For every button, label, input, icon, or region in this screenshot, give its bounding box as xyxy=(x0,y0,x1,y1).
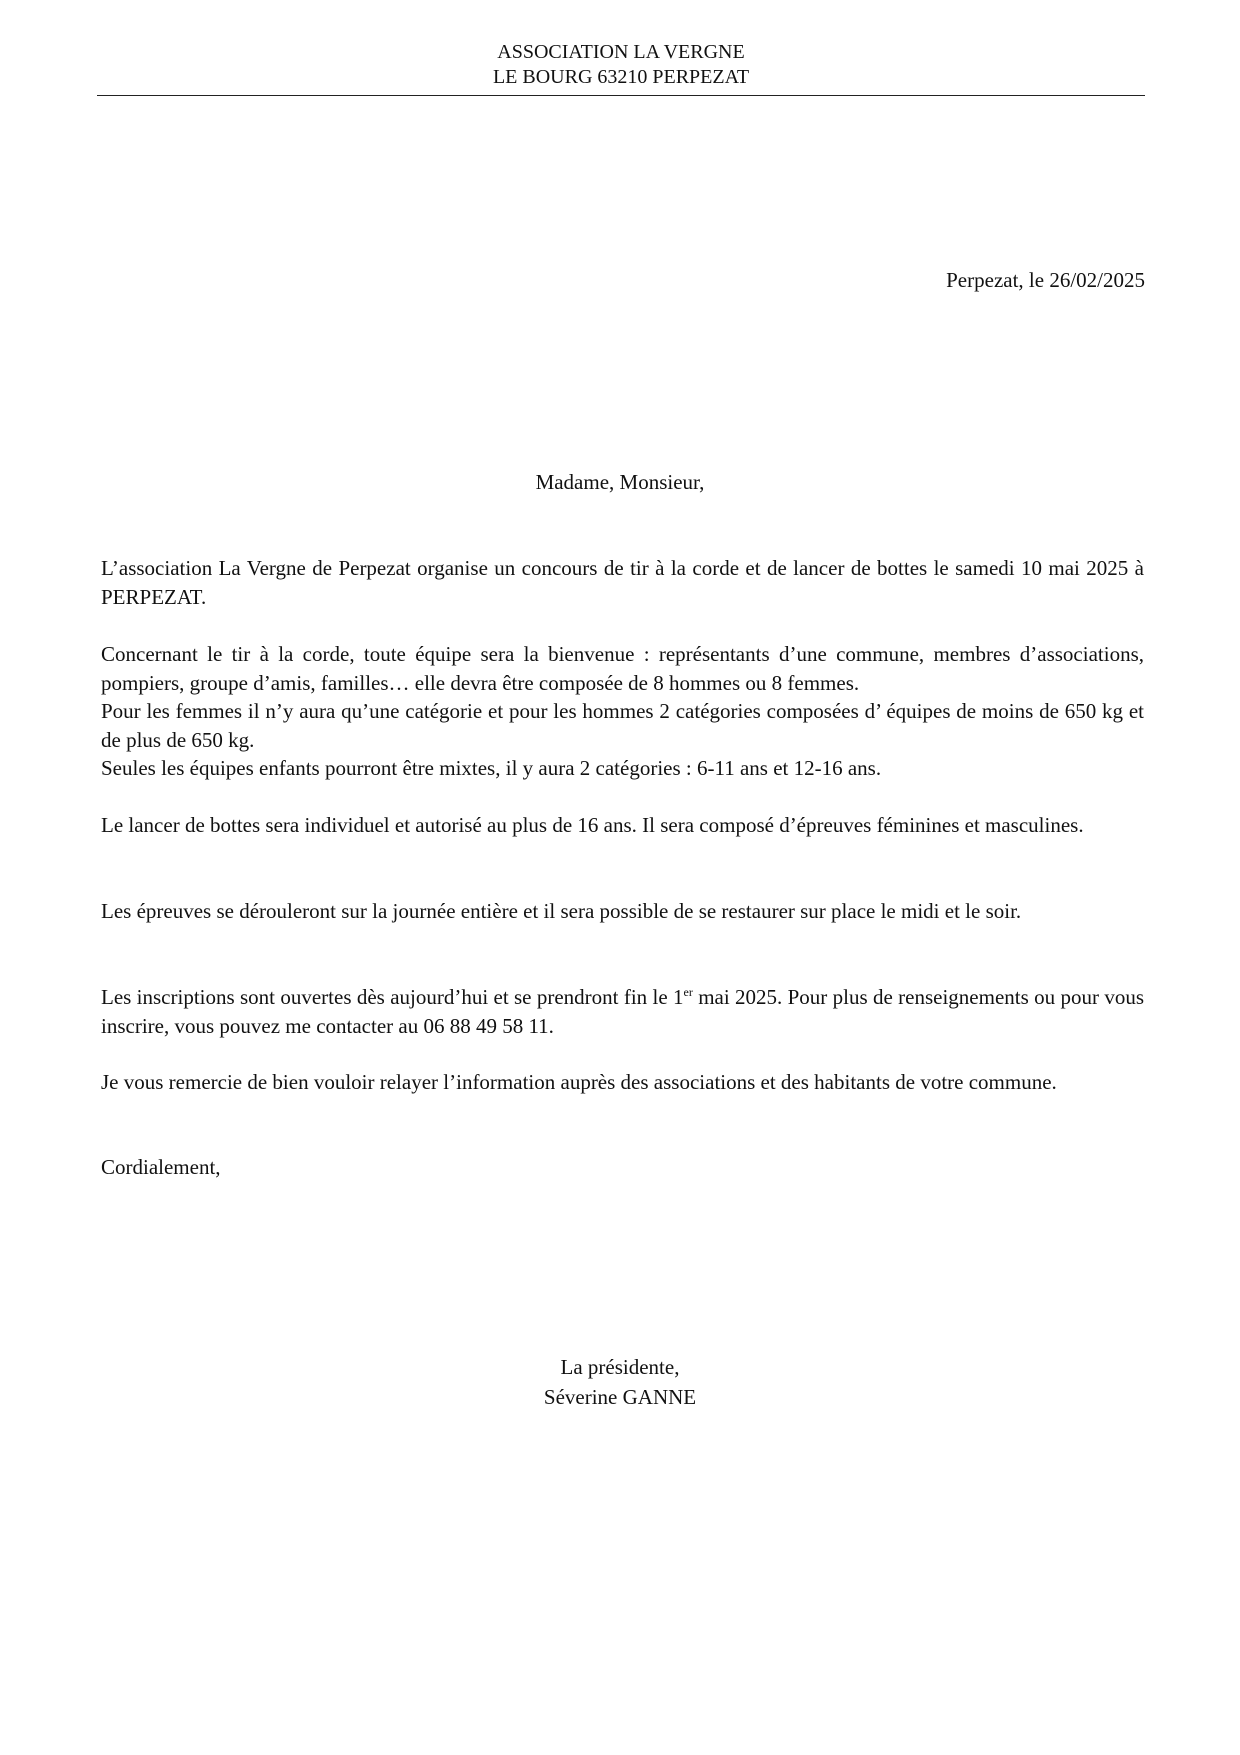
salutation: Madame, Monsieur, xyxy=(535,470,705,494)
letterhead xyxy=(97,40,1145,90)
paragraph-text: Les épreuves se dérouleront sur la journée entière et il sera possible de se restaurer sur place le midi et le soir. xyxy=(101,899,1022,923)
paragraph-boot-throwing xyxy=(101,811,1144,840)
signatory-name: Séverine GANNE xyxy=(543,1385,697,1409)
header-divider xyxy=(97,95,1145,96)
association-address: LE BOURG 63210 PERPEZAT xyxy=(492,66,750,88)
paragraph-text: L’association La Vergne de Perpezat organise un concours de tir à la corde et de lancer de bottes le samedi 10 mai 2025 à PERPEZAT. xyxy=(101,556,1144,609)
paragraph-tug-of-war xyxy=(101,640,1144,783)
closing: Cordialement, xyxy=(101,1155,221,1179)
registration-text-start: Les inscriptions sont ouvertes dès aujourd’hui et se prendront fin le 1 xyxy=(101,985,684,1009)
letter-date: Perpezat, le 26/02/2025 xyxy=(946,268,1145,292)
signature-block xyxy=(520,1352,720,1412)
paragraph-text: Concernant le tir à la corde, toute équipe sera la bienvenue : représentants d’une commune, membres d’associations, pompiers, groupe d’amis, familles… elle devra être composée de 8 hommes ou 8 femmes. xyxy=(101,642,1144,695)
ordinal-superscript: er xyxy=(683,985,693,999)
paragraph-text: Je vous remercie de bien vouloir relayer l’information auprès des associations et des habitants de votre commune. xyxy=(101,1070,1057,1094)
paragraph-text xyxy=(101,983,1144,1040)
paragraph-thanks xyxy=(101,1068,1144,1097)
signatory-title: La présidente, xyxy=(560,1355,680,1379)
registration-text-end: mai 2025. Pour plus de renseignements ou pour vous inscrire, vous pouvez me contacter au 06 88 49 58 11. xyxy=(101,985,1144,1038)
paragraph-text: Seules les équipes enfants pourront être mixtes, il y aura 2 catégories : 6-11 ans et 12-16 ans. xyxy=(101,756,882,780)
paragraph-text: Le lancer de bottes sera individuel et autorisé au plus de 16 ans. Il sera composé d’épreuves féminines et masculines. xyxy=(101,813,1084,837)
association-name: ASSOCIATION LA VERGNE xyxy=(497,41,745,63)
paragraph-schedule xyxy=(101,897,1144,926)
paragraph-text: Pour les femmes il n’y aura qu’une catégorie et pour les hommes 2 catégories composées d’ équipes de moins de 650 kg et de plus de 650 kg. xyxy=(101,699,1144,752)
paragraph-registration xyxy=(101,983,1144,1040)
paragraph-event-intro xyxy=(101,554,1144,611)
